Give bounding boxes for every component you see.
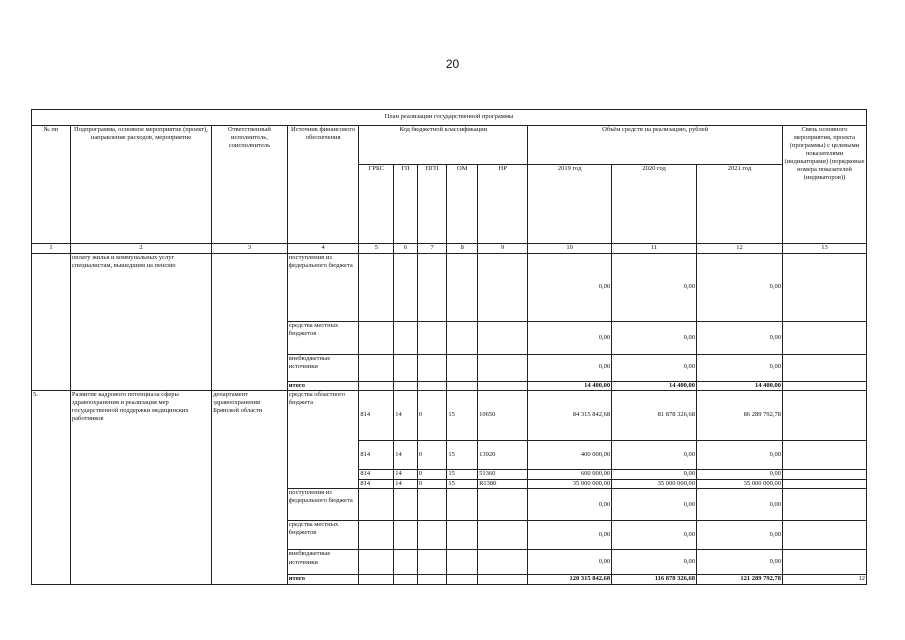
- value-2020: 0,00: [612, 322, 697, 354]
- column-numbers-row: [32, 244, 867, 253]
- value-2021: 0,00: [697, 322, 783, 354]
- header-2020: 2020 год: [612, 165, 697, 244]
- table-row: [32, 253, 867, 322]
- value-2019: 0,00: [528, 489, 612, 521]
- value-2021: 0,00: [697, 470, 783, 479]
- col-number: 3: [212, 244, 288, 253]
- header-row: [32, 125, 867, 165]
- value-2021: 0,00: [697, 521, 783, 550]
- table-title-row: [32, 110, 867, 126]
- value-2019: 84 315 842,68: [528, 391, 612, 441]
- value-2021: 0,00: [697, 489, 783, 521]
- row-source: поступления из федерального бюджета: [287, 489, 359, 521]
- header-2021: 2021 год: [697, 165, 783, 244]
- value-2019: 0,00: [528, 354, 612, 381]
- header-om: ОМ: [447, 165, 478, 244]
- value-2020: 0,00: [612, 470, 697, 479]
- page-number: 20: [445, 57, 460, 71]
- value-2020: 0,00: [612, 521, 697, 550]
- code-pgp: 0: [417, 470, 447, 479]
- code-om: 15: [447, 470, 478, 479]
- row-source: внебюджетные источники: [287, 550, 359, 575]
- code-om: 15: [447, 391, 478, 441]
- value-2020: 35 000 000,00: [612, 479, 697, 488]
- code-pgp: 0: [417, 391, 447, 441]
- code-grbs: 814: [359, 479, 394, 488]
- value-2021: 0,00: [697, 550, 783, 575]
- header-pgp: ПГП: [417, 165, 447, 244]
- value-2019: 0,00: [528, 253, 612, 322]
- header-2019: 2019 год: [528, 165, 612, 244]
- header-grbs: ГРБС: [359, 165, 394, 244]
- header-executor: Ответственный исполнитель, соисполнитель: [212, 125, 288, 244]
- col-number: 12: [697, 244, 783, 253]
- value-2020: 0,00: [612, 550, 697, 575]
- col-number: 2: [70, 244, 211, 253]
- code-nr: 51360: [478, 470, 528, 479]
- total-2019: 14 400,00: [528, 381, 612, 390]
- value-2020: 0,00: [612, 253, 697, 322]
- code-grbs: 814: [359, 391, 394, 441]
- header-no: № пп: [32, 125, 71, 244]
- row-description: Развитие кадрового потенциала сферы здравоохранения и реализация мер государственной поддержки медицинских работников: [70, 391, 211, 585]
- row-source: поступления из федерального бюджета: [287, 253, 359, 322]
- code-gp: 14: [394, 479, 418, 488]
- header-gp: ГП: [394, 165, 418, 244]
- header-subprogram: Подпрограмма, основное мероприятие (проект), направление расходов, мероприятие: [70, 125, 211, 244]
- code-gp: 14: [394, 391, 418, 441]
- value-2021: 0,00: [697, 440, 783, 469]
- header-link: Связь основного мероприятия, проекта (программы) с целевыми показателями (индикаторами) (порядковые номера показателей (индикаторов)): [782, 125, 866, 244]
- col-number: 13: [782, 244, 866, 253]
- code-nr: R1380: [478, 479, 528, 488]
- row-source-total: итого: [287, 381, 359, 390]
- table-row: [32, 391, 867, 441]
- value-2020: 0,00: [612, 354, 697, 381]
- row-source: средства местных бюджетов: [287, 322, 359, 354]
- header-source: Источник финансового обеспечения: [287, 125, 359, 244]
- value-2020: 0,00: [612, 489, 697, 521]
- code-nr: 13920: [478, 440, 528, 469]
- col-number: 9: [478, 244, 528, 253]
- total-2020: 14 400,00: [612, 381, 697, 390]
- value-2020: 81 878 326,68: [612, 391, 697, 441]
- value-2019: 35 000 000,00: [528, 479, 612, 488]
- row-source: средства местных бюджетов: [287, 521, 359, 550]
- value-2021: 0,00: [697, 253, 783, 322]
- row-source: средства областного бюджета: [287, 391, 359, 489]
- table-title: План реализации государственной программы: [32, 110, 867, 126]
- code-nr: 10650: [478, 391, 528, 441]
- value-2021: 86 289 792,78: [697, 391, 783, 441]
- code-om: 15: [447, 479, 478, 488]
- value-2019: 0,00: [528, 521, 612, 550]
- total-2020: 116 878 326,68: [612, 575, 697, 585]
- total-2019: 120 315 842,68: [528, 575, 612, 585]
- code-pgp: 0: [417, 440, 447, 469]
- value-2019: 400 000,00: [528, 440, 612, 469]
- header-budget-code: Код бюджетной классификации: [359, 125, 528, 165]
- value-2019: 0,00: [528, 322, 612, 354]
- header-volume: Объём средств на реализацию, рублей: [528, 125, 783, 165]
- code-gp: 14: [394, 440, 418, 469]
- col-number: 11: [612, 244, 697, 253]
- value-2021: 0,00: [697, 354, 783, 381]
- header-nr: НР: [478, 165, 528, 244]
- code-om: 15: [447, 440, 478, 469]
- total-2021: 121 289 792,78: [697, 575, 783, 585]
- col-number: 8: [447, 244, 478, 253]
- total-2021: 14 400,00: [697, 381, 783, 390]
- col-number: 10: [528, 244, 612, 253]
- value-2019: 600 000,00: [528, 470, 612, 479]
- col-number: 5: [359, 244, 394, 253]
- code-pgp: 0: [417, 479, 447, 488]
- col-number: 4: [287, 244, 359, 253]
- row-link: 12: [782, 575, 866, 585]
- col-number: 6: [394, 244, 418, 253]
- col-number: 7: [417, 244, 447, 253]
- row-source-total: итого: [287, 575, 359, 585]
- value-2020: 0,00: [612, 440, 697, 469]
- row-no-empty: [32, 253, 71, 390]
- program-plan-table: [31, 109, 867, 585]
- row-executor-empty: [212, 253, 288, 390]
- code-grbs: 814: [359, 440, 394, 469]
- row-description: оплату жилья и коммунальных услуг специалистам, вышедшим на пенсию: [70, 253, 211, 390]
- col-number: 1: [32, 244, 71, 253]
- value-2021: 35 000 000,00: [697, 479, 783, 488]
- value-2019: 0,00: [528, 550, 612, 575]
- code-gp: 14: [394, 470, 418, 479]
- row-source: внебюджетные источники: [287, 354, 359, 381]
- row-executor: департамент здравоохранения Брянской области: [212, 391, 288, 585]
- row-no: 5.: [32, 391, 71, 585]
- code-grbs: 814: [359, 470, 394, 479]
